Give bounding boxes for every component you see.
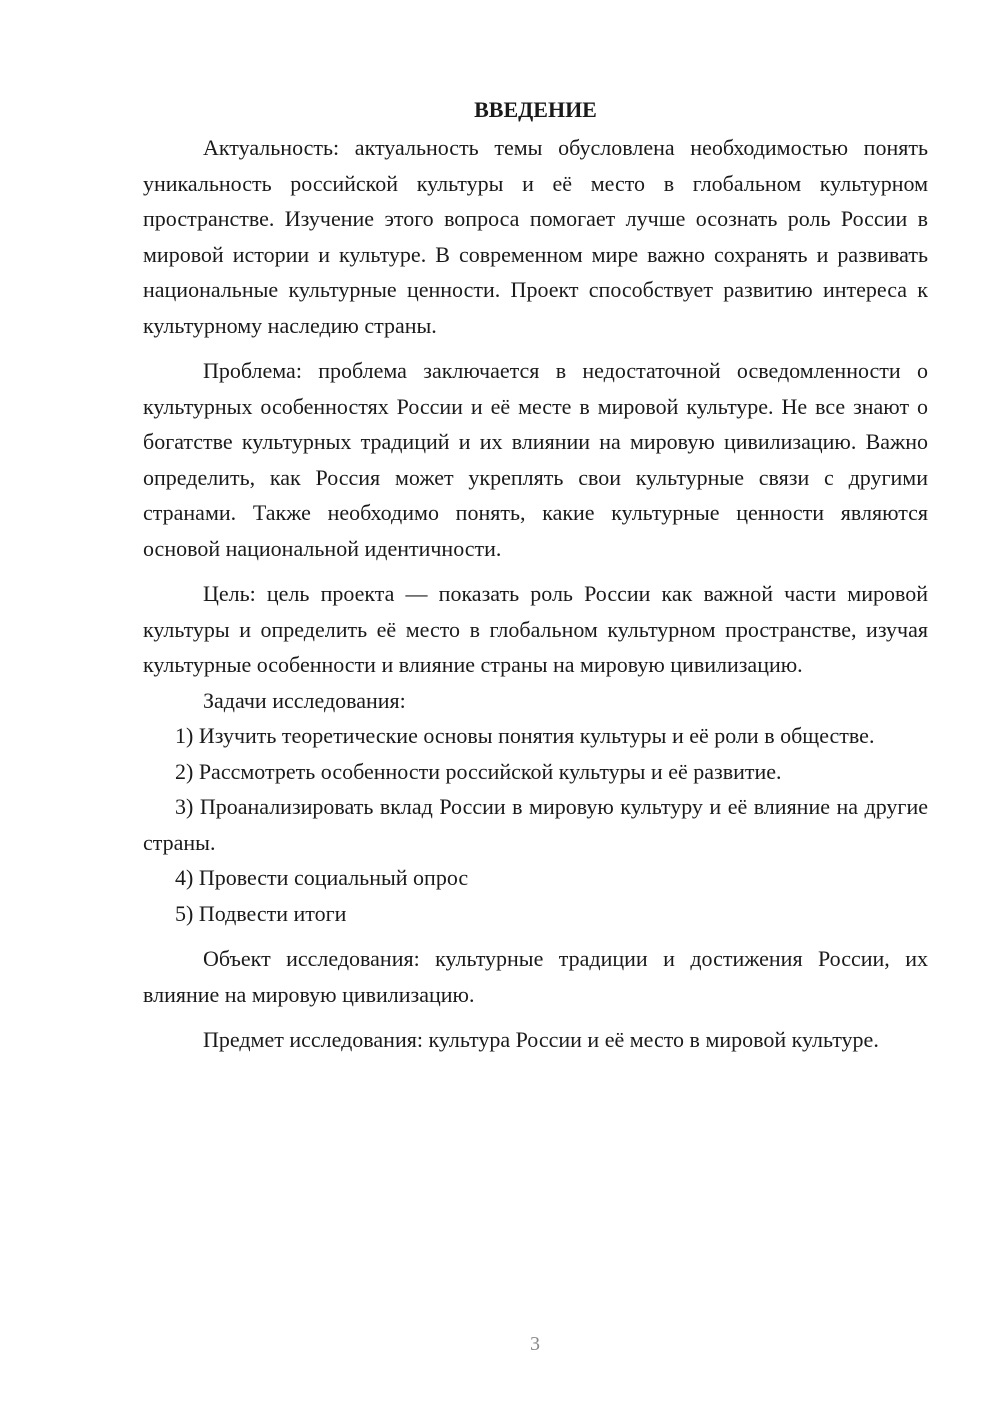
subject-paragraph: Предмет исследования: культура России и её место в мировой культуре. <box>203 1027 879 1052</box>
task-item-5: 5) Подвести итоги <box>175 900 347 926</box>
page-title: ВВЕДЕНИЕ <box>474 97 597 122</box>
relevance-paragraph: Актуальность: актуальность темы обусловлена необходимостью понять уникальность российской культуры и её место в глобальном культурном пространстве. Изучение этого вопроса помогает лучше осознать роль России в мировой истории и культуре. В современном мире важно сохранять и развивать национальные культурные ценности. Проект способствует развитию интереса к культурному наследию страны. <box>143 135 928 338</box>
task-item-3: 3) Проанализировать вклад России в мировую культуру и её влияние на другие страны. <box>143 794 928 855</box>
task-item-1: 1) Изучить теоретические основы понятия культуры и её роли в обществе. <box>175 723 875 748</box>
page-number: 3 <box>530 1333 540 1355</box>
task-item-2: 2) Рассмотреть особенности российской культуры и её развитие. <box>175 758 782 784</box>
object-paragraph: Объект исследования: культурные традиции и достижения России, их влияние на мировую цивилизацию. <box>143 946 928 1007</box>
problem-paragraph: Проблема: проблема заключается в недостаточной осведомленности о культурных особенностях России и её месте в мировой культуре. Не все знают о богатстве культурных традиций и их влиянии на мировую цивилизацию. Важно определить, как Россия может укреплять свои культурные связи с другими странами. Также необходимо понять, какие культурные ценности являются основой национальной идентичности. <box>143 358 928 561</box>
tasks-heading: Задачи исследования: <box>203 687 406 713</box>
tasks-list <box>143 718 928 931</box>
document-page <box>143 92 928 1058</box>
goal-paragraph: Цель: цель проекта — показать роль России как важной части мировой культуры и определить её место в глобальном культурном пространстве, изучая культурные особенности и влияние страны на мировую цивилизацию. <box>143 581 928 677</box>
task-item-4: 4) Провести социальный опрос <box>175 865 469 890</box>
